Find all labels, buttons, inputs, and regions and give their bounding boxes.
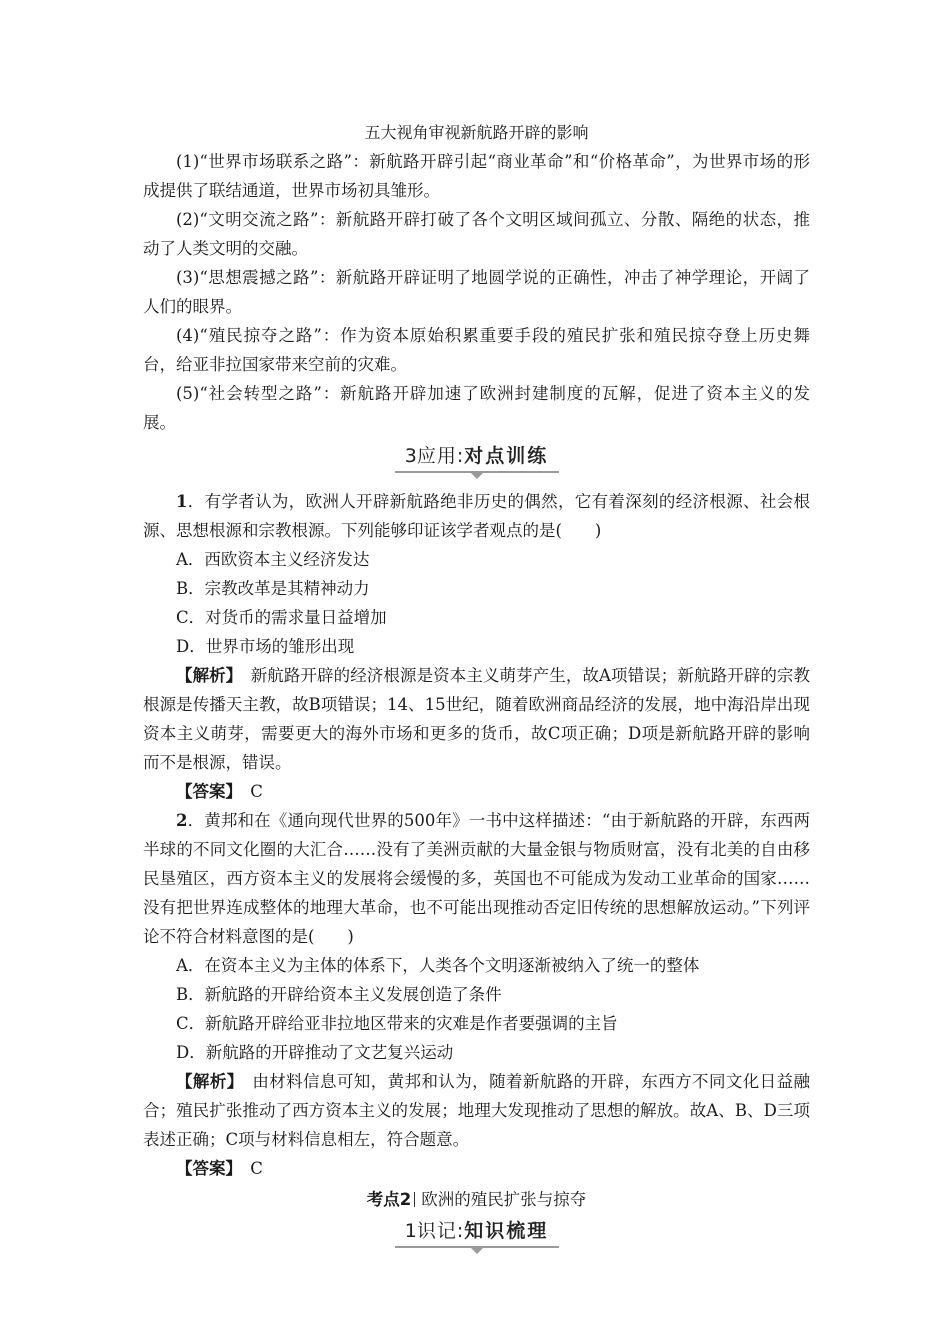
question-1-number: 1 (176, 492, 188, 511)
question-1-option-c: C．对货币的需求量日益增加 (176, 608, 387, 627)
banner-title: 对点训练 (464, 445, 549, 467)
analysis-tag: 【解析】 (176, 1072, 236, 1091)
question-1-stem (143, 487, 810, 545)
paragraph-5: (5)“社会转型之路”：新航路开辟加速了欧洲封建制度的瓦解，促进了资本主义的发展。 (143, 384, 810, 432)
banner-label: 识记: (416, 1220, 465, 1242)
question-2-option-b: B．新航路的开辟给资本主义发展创造了条件 (176, 985, 502, 1004)
answer-tag: 【答案】 (176, 1159, 234, 1178)
question-2-answer (143, 1154, 810, 1183)
question-1-answer (143, 777, 810, 806)
banner-knowledge-review (377, 1216, 577, 1256)
answer-tag: 【答案】 (176, 782, 234, 801)
banner-title: 知识梳理 (464, 1220, 549, 1242)
banner-number: 3 (404, 445, 417, 467)
question-1-text: ．有学者认为，欧洲人开辟新航路绝非历史的偶然，它有着深刻的经济根源、社会根源、思想根源和宗教根源。下列能够印证该学者观点的是( ) (143, 492, 810, 540)
question-2-option-c: C．新航路开辟给亚非拉地区带来的灾难是作者要强调的主旨 (176, 1014, 618, 1033)
section-title: 五大视角审视新航路开辟的影响 (364, 123, 589, 142)
kaodian-heading (143, 1185, 810, 1214)
banner-triangle-icon (470, 472, 484, 479)
question-2-option-d: D．新航路的开辟推动了文艺复兴运动 (176, 1043, 454, 1062)
banner-apply-practice (377, 441, 577, 481)
question-1-option-d: D．世界市场的雏形出现 (176, 637, 355, 656)
question-1-option-b: B．宗教改革是其精神动力 (176, 579, 370, 598)
analysis-text: 由材料信息可知，黄邦和认为，随着新航路的开辟，东西方不同文化日益融合；殖民扩张推动了西方资本主义的发展；地理大发现推动了思想的解放。故A、B、D三项表述正确；C项与材料信息相左，符合题意。 (143, 1072, 811, 1149)
question-1-analysis (143, 661, 810, 777)
answer-text: C (233, 782, 263, 801)
paragraph-1: (1)“世界市场联系之路”：新航路开辟引起“商业革命”和“价格革命”，为世界市场的形成提供了联结通道，世界市场初具雏形。 (143, 152, 810, 200)
answer-text: C (233, 1159, 263, 1178)
kaodian-label: 考点2 (366, 1190, 412, 1209)
paragraph-4: (4)“殖民掠夺之路”：作为资本原始积累重要手段的殖民扩张和殖民掠夺登上历史舞台，给亚非拉国家带来空前的灾难。 (143, 326, 810, 374)
paragraph-2: (2)“文明交流之路”：新航路开辟打破了各个文明区域间孤立、分散、隔绝的状态，推动了人类文明的交融。 (143, 210, 810, 258)
question-2-text: ．黄邦和在《通向现代世界的500年》一书中这样描述：“由于新航路的开辟，东西两半球的不同文化圈的大汇合……没有了美洲贡献的大量金银与物质财富，没有北美的自由移民垦殖区，西方资本主义的发展将会缓慢的多，英国也不可能成为发动工业革命的国家……没有把世界连成整体的地理大革命，也不可能出现推动否定旧传统的思想解放运动。”下列评论不符合材料意图的是( ) (143, 811, 810, 946)
kaodian-title: 欧洲的殖民扩张与掠夺 (421, 1190, 587, 1209)
paragraph-3: (3)“思想震撼之路”：新航路开辟证明了地圆学说的正确性，冲击了神学理论，开阔了人们的眼界。 (143, 268, 810, 316)
banner-triangle-icon (470, 1247, 484, 1254)
page-content (143, 118, 810, 1262)
banner-label: 应用: (416, 445, 465, 467)
question-2-number: 2 (176, 811, 188, 830)
question-2-option-a: A．在资本主义为主体的体系下，人类各个文明逐渐被纳入了统一的整体 (176, 956, 700, 975)
analysis-tag: 【解析】 (176, 666, 235, 685)
question-2-analysis (143, 1067, 810, 1154)
question-2-stem (143, 806, 810, 951)
analysis-text: 新航路开辟的经济根源是资本主义萌芽产生，故A项错误；新航路开辟的宗教根源是传播天主教，故B项错误；14、15世纪，随着欧洲商品经济的发展，地中海沿岸出现资本主义萌芽，需要更大的海外市场和更多的货币，故C项正确；D项是新航路开辟的影响而不是根源，错误。 (143, 666, 811, 772)
kaodian-divider (414, 1192, 415, 1207)
question-1-option-a: A．西欧资本主义经济发达 (176, 550, 370, 569)
banner-number: 1 (404, 1220, 417, 1242)
